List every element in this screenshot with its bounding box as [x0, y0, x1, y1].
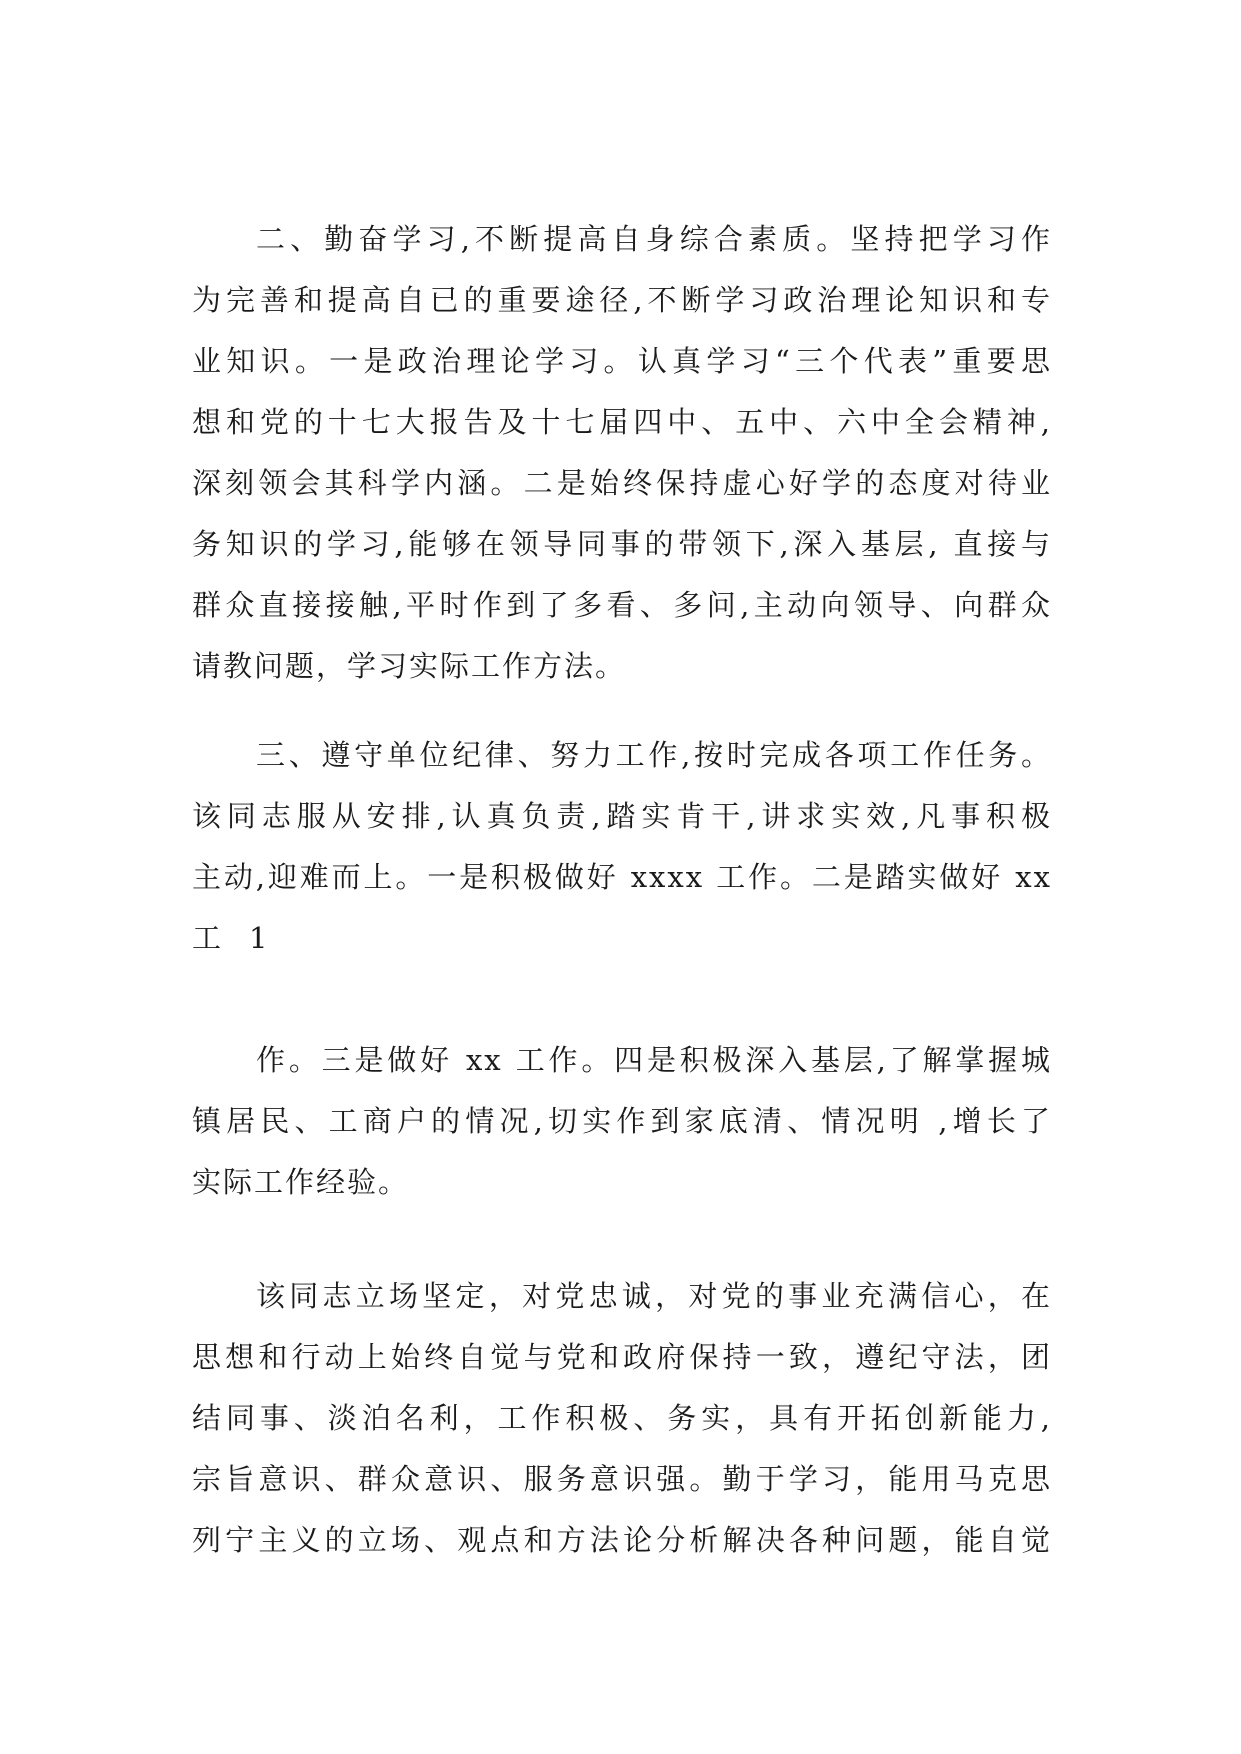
text-line: 思想和行动上始终自觉与党和政府保持一致，遵纪守法，团: [192, 1340, 1052, 1374]
text-line: 作。三是做好 xx 工作。四是积极深入基层,了解掌握城: [256, 1043, 1052, 1077]
text-line: 深刻领会其科学内涵。二是始终保持虚心好学的态度对待业: [192, 466, 1052, 500]
text-line: 列宁主义的立场、观点和方法论分析解决各种问题，能自觉: [192, 1523, 1052, 1557]
text-line: 结同事、淡泊名利，工作积极、务实，具有开拓创新能力,: [192, 1401, 1052, 1435]
text-line: [192, 908, 1052, 969]
text-line: 镇居民、工商户的情况,切实作到家底清、情况明 ,增长了: [192, 1104, 1052, 1138]
paragraph-study: [192, 209, 1052, 697]
text-line: 想和党的十七大报告及十七届四中、五中、六中全会精神,: [192, 405, 1052, 439]
text-line: 主动,迎难而上。一是积极做好 xxxx 工作。二是踏实做好 xx: [192, 860, 1052, 894]
paragraph-continuation: [192, 1030, 1052, 1213]
paragraph-evaluation: [192, 1266, 1052, 1571]
text-line: 业知识。一是政治理论学习。认真学习“三个代表”重要思: [192, 344, 1052, 378]
text-line: 务知识的学习,能够在领导同事的带领下,深入基层, 直接与: [192, 527, 1052, 561]
text-line: 二、勤奋学习,不断提高自身综合素质。坚持把学习作: [256, 222, 1052, 256]
text-line: 该同志服从安排,认真负责,踏实肯干,讲求实效,凡事积极: [192, 799, 1052, 833]
text-line: 该同志立场坚定，对党忠诚，对党的事业充满信心，在: [256, 1279, 1052, 1313]
text-line-fragment: 工: [192, 921, 224, 955]
text-line: 群众直接接触,平时作到了多看、多问,主动向领导、向群众: [192, 588, 1052, 622]
text-line: 实际工作经验。: [192, 1165, 410, 1199]
text-line: 为完善和提高自已的重要途径,不断学习政治理论知识和专: [192, 283, 1052, 317]
page-number: 1: [249, 921, 268, 955]
text-line: 三、遵守单位纪律、努力工作,按时完成各项工作任务。: [256, 738, 1052, 772]
text-line: 请教问题，学习实际工作方法。: [192, 649, 627, 683]
paragraph-discipline: [192, 725, 1052, 969]
text-line: 宗旨意识、群众意识、服务意识强。勤于学习，能用马克思: [192, 1462, 1052, 1496]
